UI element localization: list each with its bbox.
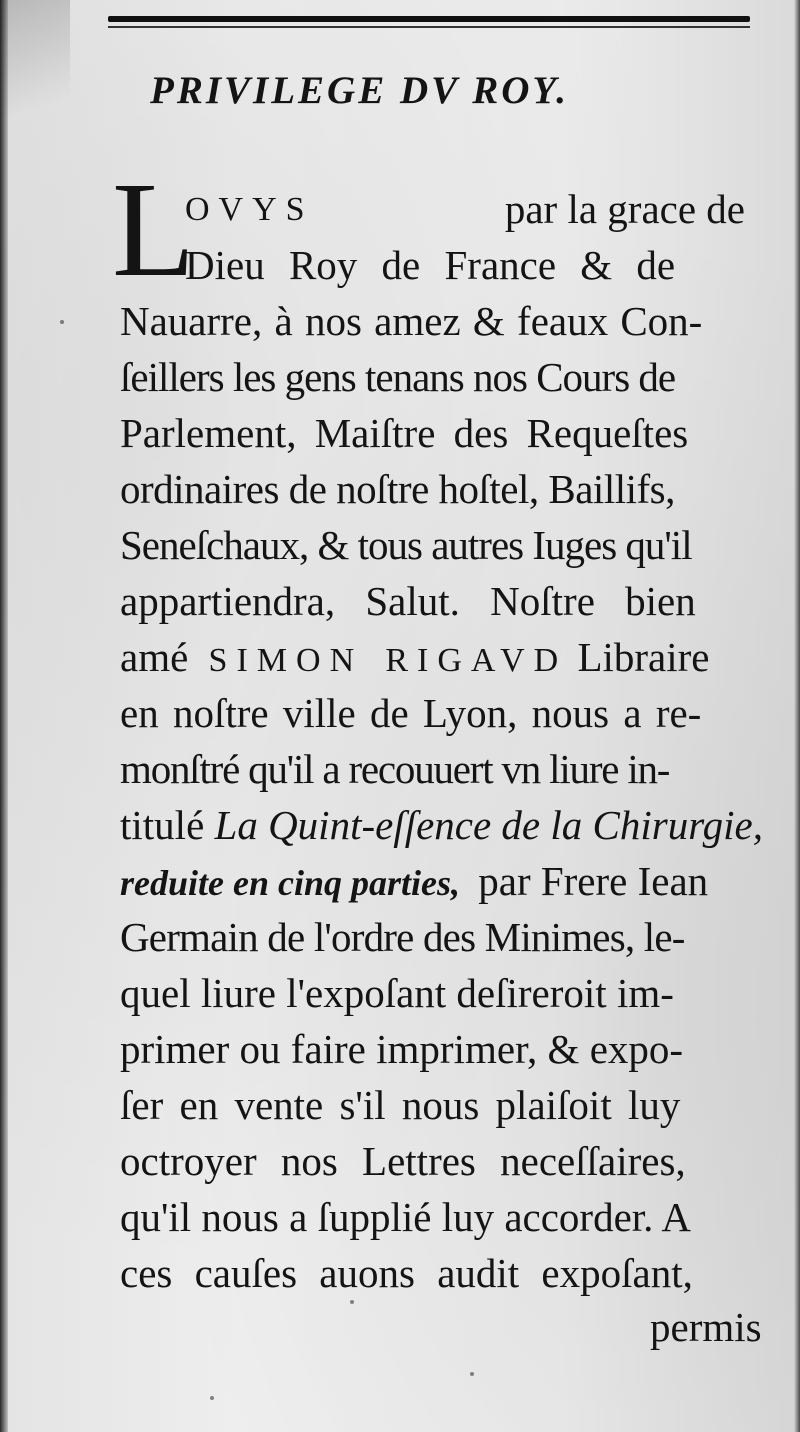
text-line-17: ſer en vente s'il nous plaiſoit luy	[120, 1082, 681, 1128]
text-line-1	[185, 182, 745, 237]
name-rigaud: RIGAVD	[385, 642, 568, 679]
text-line-14: Germain de l'ordre des Minimes, le-	[120, 914, 685, 960]
text-line-10: en noſtre ville de Lyon, nous a re-	[120, 690, 702, 736]
smallcaps-word: OVYS	[185, 191, 314, 228]
corner-shadow	[0, 0, 70, 180]
page-right-edge	[794, 0, 800, 1432]
name-simon: SIMON	[208, 642, 364, 679]
line-9-start: amé	[120, 634, 189, 680]
book-title-part-2: reduite en cinq parties,	[120, 863, 460, 903]
paper-speck	[470, 1372, 474, 1376]
line-9-end: Libraire	[577, 634, 710, 680]
text-line-18: octroyer nos Lettres neceſſaires,	[120, 1138, 686, 1184]
paper-speck	[210, 1396, 214, 1400]
book-title-part-1: La Quint-eſſence de la Chirurgie,	[214, 802, 763, 848]
text-line-12	[120, 798, 763, 853]
text-line-6: ordinaires de noſtre hoſtel, Baillifs,	[120, 466, 675, 512]
text-line-19: qu'il nous a ſupplié luy accorder. A	[120, 1194, 692, 1240]
text-line-16: primer ou faire imprimer, & expo-	[120, 1026, 684, 1072]
text-line-20: ces cauſes auons audit expoſant,	[120, 1250, 693, 1296]
line-12-start: titulé	[120, 802, 205, 848]
text-line-11: monſtré qu'il a recouuert vn liure in-	[120, 746, 670, 792]
page-left-edge	[0, 0, 8, 1432]
line-13-end: par Frere Iean	[478, 858, 709, 904]
text-line-15: quel liure l'expoſant deſireroit im-	[120, 970, 674, 1016]
text-line-13	[120, 854, 708, 909]
paper-speck	[60, 320, 64, 324]
line-1-rest: par la grace de	[504, 186, 745, 232]
top-rule	[108, 16, 750, 22]
catchword: permis	[650, 1304, 762, 1350]
paper-speck	[350, 1300, 354, 1304]
page-heading: PRIVILEGE DV ROY.	[150, 69, 570, 112]
text-line-4: ſeillers les gens tenans nos Cours de	[120, 354, 676, 400]
text-line-9	[120, 630, 710, 685]
top-rule-thin	[108, 26, 750, 28]
text-line-8: appartiendra, Salut. Noſtre bien	[120, 578, 696, 624]
text-line-2: Dieu Roy de France & de	[185, 242, 676, 288]
text-line-5: Parlement, Maiſtre des Requeſtes	[120, 410, 689, 456]
text-line-7: Seneſchaux, & tous autres Iuges qu'il	[120, 522, 692, 568]
text-line-3: Nauarre, à nos amez & feaux Con-	[120, 298, 703, 344]
drop-capital: L	[112, 155, 196, 305]
